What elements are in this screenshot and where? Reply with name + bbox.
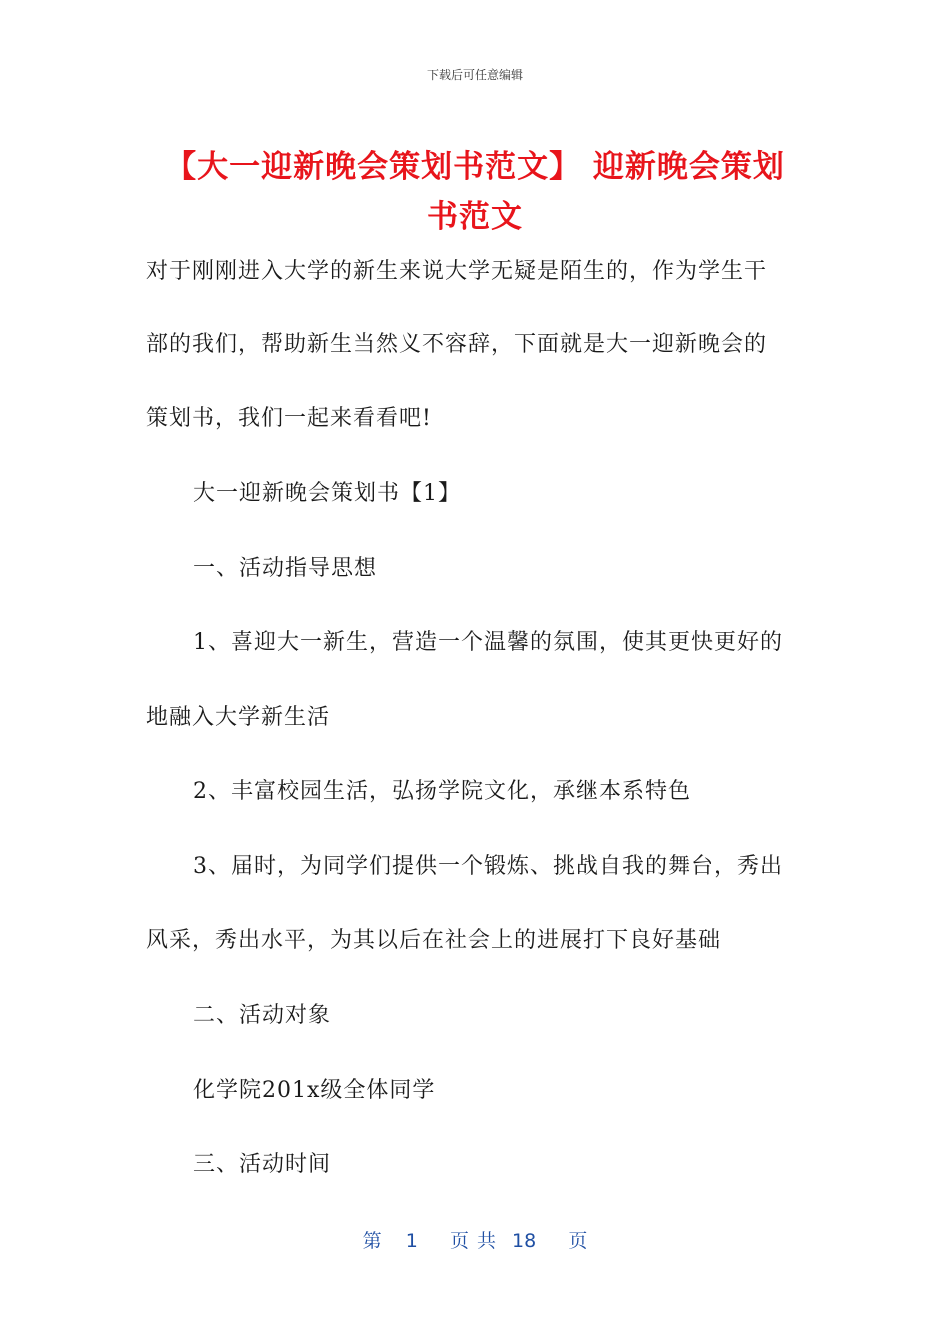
paragraph-line: 对于刚刚进入大学的新生来说大学无疑是陌生的，作为学生干: [146, 259, 768, 284]
section-heading: 一、活动指导思想: [193, 556, 378, 581]
page-number-text: 第 1 页 共 18 页: [362, 1230, 588, 1252]
paragraph-line: 部的我们，帮助新生当然义不容辞，下面就是大一迎新晚会的: [146, 332, 768, 357]
paragraph-line: 3、届时，为同学们提供一个锻炼、挑战自我的舞台，秀出: [193, 854, 783, 879]
title-line-1: 【大一迎新晚会策划书范文】 迎新晚会策划: [165, 149, 785, 185]
title-line-2: 书范文: [427, 199, 523, 235]
page-footer: [0, 1226, 950, 1253]
paragraph-line: 1、喜迎大一新生，营造一个温馨的氛围，使其更快更好的: [193, 630, 783, 655]
paragraph-line: 化学院201x级全体同学: [193, 1078, 436, 1103]
document-title: [140, 142, 810, 242]
section-heading: 大一迎新晚会策划书【1】: [193, 481, 461, 506]
paragraph-line: 地融入大学新生活: [146, 705, 331, 730]
paragraph-line: 策划书，我们一起来看看吧!: [146, 406, 432, 431]
section-heading: 三、活动时间: [193, 1152, 332, 1177]
paragraph-line: 风采，秀出水平，为其以后在社会上的进展打下良好基础: [146, 928, 722, 953]
header-note: 下载后可任意编辑: [426, 68, 523, 82]
section-heading: 二、活动对象: [193, 1003, 332, 1028]
paragraph-line: 2、丰富校园生活，弘扬学院文化，承继本系特色: [193, 779, 691, 804]
